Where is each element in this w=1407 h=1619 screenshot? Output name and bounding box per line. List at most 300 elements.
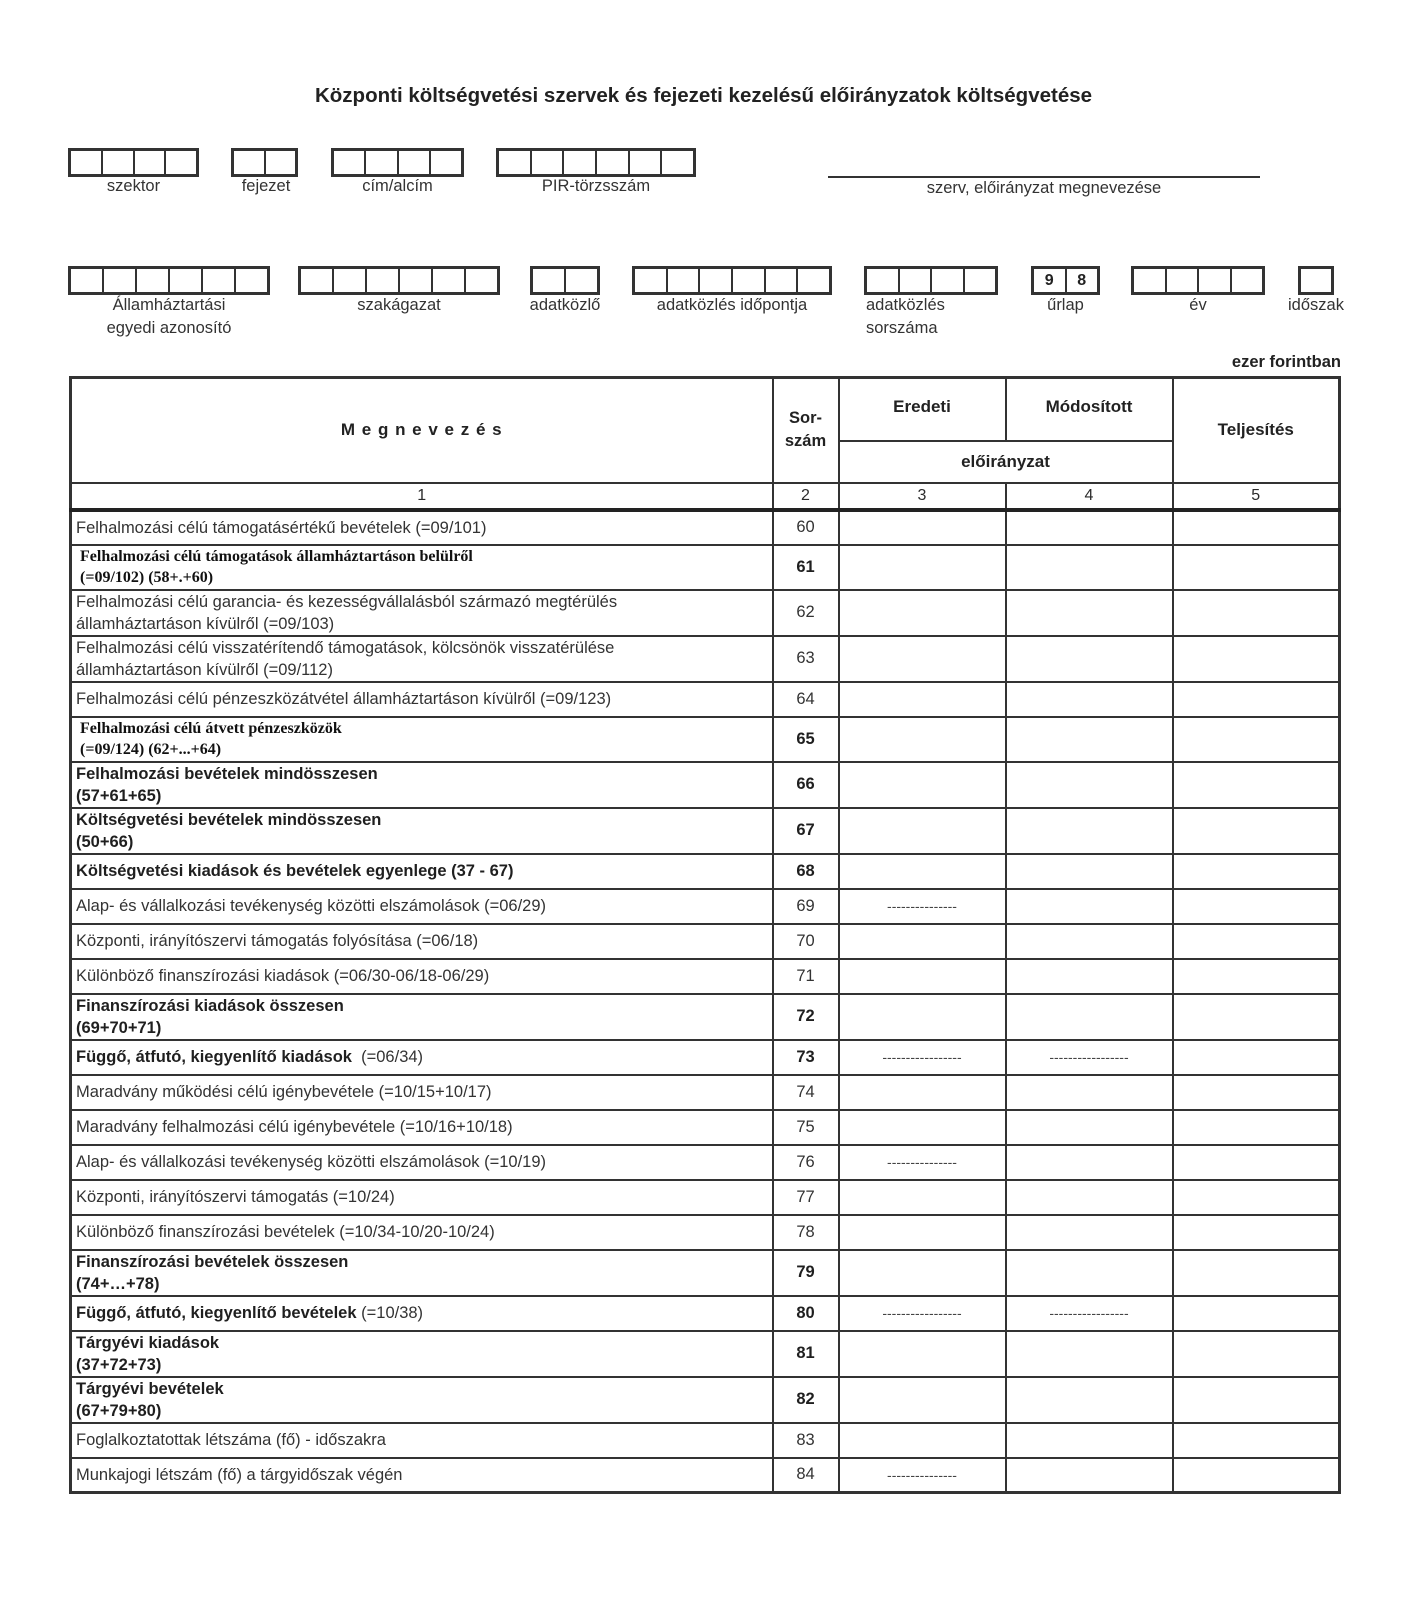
idoszak-boxes[interactable] bbox=[1298, 266, 1334, 295]
row-name-line1 bbox=[76, 1046, 772, 1068]
box-cell[interactable] bbox=[499, 151, 532, 174]
row-name-line1 bbox=[76, 688, 772, 710]
box-cell[interactable] bbox=[103, 151, 135, 174]
row-number: 75 bbox=[773, 1110, 839, 1145]
row-number: 61 bbox=[773, 545, 839, 590]
teljesites-cell[interactable] bbox=[1173, 1145, 1340, 1180]
table-row bbox=[71, 1110, 1340, 1145]
table-row bbox=[71, 1296, 1340, 1331]
row-name-text: Felhalmozási célú támogatások államháztartáson belülről bbox=[80, 548, 473, 565]
row-name-line1 bbox=[76, 1464, 772, 1486]
row-name-line2: (74+…+78) bbox=[76, 1274, 160, 1293]
sorszam-label-line2: sorszáma bbox=[866, 319, 938, 337]
header-sorszam-line1: Sor- bbox=[789, 409, 822, 428]
box-cell[interactable] bbox=[466, 269, 497, 292]
cim-label: cím/alcím bbox=[362, 177, 433, 195]
row-number: 70 bbox=[773, 924, 839, 959]
header-sorszam-line2: szám bbox=[784, 432, 827, 451]
modositott-cell[interactable] bbox=[1006, 762, 1173, 808]
box-cell[interactable] bbox=[71, 269, 104, 292]
row-name bbox=[71, 510, 773, 545]
teljesites-cell[interactable] bbox=[1173, 994, 1340, 1040]
row-name bbox=[71, 762, 773, 808]
box-cell[interactable] bbox=[266, 151, 296, 174]
eredeti-cell[interactable] bbox=[839, 510, 1006, 545]
box-cell[interactable] bbox=[400, 269, 433, 292]
eredeti-cell[interactable] bbox=[839, 762, 1006, 808]
box-cell[interactable] bbox=[135, 151, 167, 174]
row-number: 77 bbox=[773, 1180, 839, 1215]
box-cell[interactable] bbox=[566, 269, 597, 292]
row-name-text: Tárgyévi bevételek bbox=[76, 1379, 224, 1398]
modositott-cell[interactable] bbox=[1006, 1075, 1173, 1110]
row-name-text: Központi, irányítószervi támogatás folyósítása (=06/18) bbox=[76, 932, 479, 950]
row-name-line2: államháztartáson kívülről (=09/112) bbox=[76, 660, 333, 679]
modositott-cell[interactable] bbox=[1006, 1250, 1173, 1296]
row-name bbox=[71, 545, 773, 590]
row-name-line2: (=09/102) (58+.+60) bbox=[80, 569, 214, 586]
row-name-line1 bbox=[76, 1116, 772, 1138]
box-cell[interactable] bbox=[431, 151, 461, 174]
row-name-line1 bbox=[76, 995, 772, 1017]
col-number: 2 bbox=[773, 483, 839, 510]
row-name bbox=[71, 590, 773, 636]
idopont-boxes[interactable] bbox=[632, 266, 832, 295]
box-cell[interactable] bbox=[1199, 269, 1232, 292]
header-eloiranyzat: előirányzat bbox=[839, 441, 1173, 483]
row-name-text: Felhalmozási célú garancia- és kezességvállalásból származó megtérülés bbox=[76, 592, 618, 611]
eredeti-cell[interactable] bbox=[839, 808, 1006, 854]
box-cell[interactable] bbox=[662, 151, 693, 174]
eredeti-cell[interactable] bbox=[839, 1180, 1006, 1215]
modositott-cell[interactable]: ----------------- bbox=[1006, 1296, 1173, 1331]
eredeti-cell[interactable] bbox=[839, 1423, 1006, 1458]
box-cell[interactable] bbox=[533, 269, 566, 292]
box-cell[interactable] bbox=[1167, 269, 1200, 292]
teljesites-cell[interactable] bbox=[1173, 1458, 1340, 1493]
row-number: 79 bbox=[773, 1250, 839, 1296]
row-name-line1 bbox=[80, 718, 772, 739]
row-name bbox=[71, 682, 773, 717]
header-megnevezes: M e g n e v e z é s bbox=[71, 378, 773, 483]
row-name-text: Függő, átfutó, kiegyenlítő kiadások bbox=[76, 1048, 352, 1066]
eredeti-cell[interactable] bbox=[839, 994, 1006, 1040]
box-cell[interactable] bbox=[203, 269, 236, 292]
teljesites-cell[interactable] bbox=[1173, 682, 1340, 717]
teljesites-cell[interactable] bbox=[1173, 1250, 1340, 1296]
header-sorszam bbox=[773, 378, 839, 483]
table-row bbox=[71, 590, 1340, 636]
row-number: 78 bbox=[773, 1215, 839, 1250]
table-row bbox=[71, 1458, 1340, 1493]
table-row bbox=[71, 1075, 1340, 1110]
szakagazat-label: szakágazat bbox=[357, 296, 441, 314]
box-cell[interactable] bbox=[630, 151, 663, 174]
eredeti-cell[interactable]: ----------------- bbox=[839, 1296, 1006, 1331]
table-row bbox=[71, 1040, 1340, 1075]
row-number: 72 bbox=[773, 994, 839, 1040]
row-number: 73 bbox=[773, 1040, 839, 1075]
teljesites-cell[interactable] bbox=[1173, 1296, 1340, 1331]
idoszak-label: időszak bbox=[1288, 296, 1344, 314]
row-name-line1 bbox=[76, 591, 772, 613]
modositott-cell[interactable] bbox=[1006, 1180, 1173, 1215]
teljesites-cell[interactable] bbox=[1173, 1215, 1340, 1250]
teljesites-cell[interactable] bbox=[1173, 590, 1340, 636]
header-eredeti: Eredeti bbox=[839, 378, 1006, 441]
teljesites-cell[interactable] bbox=[1173, 1180, 1340, 1215]
row-name bbox=[71, 717, 773, 762]
row-number: 84 bbox=[773, 1458, 839, 1493]
row-name-text: Központi, irányítószervi támogatás (=10/24) bbox=[76, 1188, 395, 1206]
modositott-cell[interactable] bbox=[1006, 590, 1173, 636]
row-name-line1 bbox=[76, 809, 772, 831]
adatkozlo-label: adatközlő bbox=[529, 296, 601, 314]
row-name-text: Finanszírozási bevételek összesen bbox=[76, 1252, 349, 1271]
row-name-line2: (69+70+71) bbox=[76, 1018, 162, 1037]
row-number: 83 bbox=[773, 1423, 839, 1458]
row-name bbox=[71, 854, 773, 889]
row-name-line1 bbox=[76, 1151, 772, 1173]
teljesites-cell[interactable] bbox=[1173, 1423, 1340, 1458]
modositott-cell[interactable] bbox=[1006, 994, 1173, 1040]
header-modositott: Módosított bbox=[1006, 378, 1173, 441]
table-row bbox=[71, 854, 1340, 889]
row-number: 80 bbox=[773, 1296, 839, 1331]
modositott-cell[interactable] bbox=[1006, 889, 1173, 924]
teljesites-cell[interactable] bbox=[1173, 510, 1340, 545]
row-name-line1 bbox=[76, 895, 772, 917]
row-number: 76 bbox=[773, 1145, 839, 1180]
modositott-cell[interactable]: ----------------- bbox=[1006, 1040, 1173, 1075]
row-name bbox=[71, 1110, 773, 1145]
sorszam-label bbox=[866, 294, 945, 340]
row-number: 62 bbox=[773, 590, 839, 636]
box-cell[interactable] bbox=[367, 269, 400, 292]
teljesites-cell[interactable] bbox=[1173, 924, 1340, 959]
row-name bbox=[71, 1296, 773, 1331]
modositott-cell[interactable] bbox=[1006, 510, 1173, 545]
table-row bbox=[71, 808, 1340, 854]
ev-label: év bbox=[1189, 296, 1207, 314]
row-number: 60 bbox=[773, 510, 839, 545]
row-number: 66 bbox=[773, 762, 839, 808]
row-name-line1 bbox=[76, 1186, 772, 1208]
col-number: 1 bbox=[71, 483, 773, 510]
box-cell[interactable] bbox=[1134, 269, 1167, 292]
modositott-cell[interactable] bbox=[1006, 1215, 1173, 1250]
urlap-boxes bbox=[1031, 266, 1100, 295]
box-cell[interactable] bbox=[366, 151, 398, 174]
row-name-text: Különböző finanszírozási bevételek (=10/34-10/20-10/24) bbox=[76, 1223, 495, 1241]
pir-boxes[interactable] bbox=[496, 148, 696, 177]
modositott-cell[interactable] bbox=[1006, 682, 1173, 717]
col-number: 3 bbox=[839, 483, 1006, 510]
row-name-text: Felhalmozási célú átvett pénzeszközök bbox=[80, 720, 342, 737]
row-name bbox=[71, 1423, 773, 1458]
teljesites-cell[interactable] bbox=[1173, 1377, 1340, 1423]
ev-boxes[interactable] bbox=[1131, 266, 1265, 295]
row-name-line2: (67+79+80) bbox=[76, 1401, 162, 1420]
modositott-cell[interactable] bbox=[1006, 717, 1173, 762]
eredeti-cell[interactable]: --------------- bbox=[839, 889, 1006, 924]
modositott-cell[interactable] bbox=[1006, 1145, 1173, 1180]
box-cell[interactable] bbox=[1301, 269, 1331, 292]
modositott-cell[interactable] bbox=[1006, 545, 1173, 590]
teljesites-cell[interactable] bbox=[1173, 1040, 1340, 1075]
table-row bbox=[71, 682, 1340, 717]
idopont-label: adatközlés időpontja bbox=[656, 296, 808, 314]
sorszam-label-line1: adatközlés bbox=[866, 296, 945, 314]
table-row bbox=[71, 545, 1340, 590]
table-row bbox=[71, 510, 1340, 545]
row-name-text: Tárgyévi kiadások bbox=[76, 1333, 220, 1352]
row-name-text: Felhalmozási bevételek mindösszesen bbox=[76, 764, 378, 783]
box-cell[interactable] bbox=[965, 269, 996, 292]
row-name-line1 bbox=[76, 637, 772, 659]
table-row bbox=[71, 959, 1340, 994]
row-name-line1 bbox=[76, 517, 772, 539]
szektor-label: szektor bbox=[106, 177, 161, 195]
row-name-ref: (=06/34) bbox=[351, 1048, 424, 1066]
box-cell[interactable] bbox=[334, 269, 367, 292]
box-cell[interactable] bbox=[399, 151, 431, 174]
teljesites-cell[interactable] bbox=[1173, 1110, 1340, 1145]
row-number: 68 bbox=[773, 854, 839, 889]
table-row bbox=[71, 1145, 1340, 1180]
row-name-text: Költségvetési bevételek mindösszesen bbox=[76, 810, 382, 829]
row-name bbox=[71, 1458, 773, 1493]
adatkozlo-boxes[interactable] bbox=[530, 266, 600, 295]
modositott-cell[interactable] bbox=[1006, 1423, 1173, 1458]
teljesites-cell[interactable] bbox=[1173, 717, 1340, 762]
row-name bbox=[71, 924, 773, 959]
teljesites-cell[interactable] bbox=[1173, 545, 1340, 590]
eredeti-cell[interactable] bbox=[839, 1075, 1006, 1110]
table-row bbox=[71, 636, 1340, 682]
eredeti-cell[interactable] bbox=[839, 959, 1006, 994]
box-cell[interactable] bbox=[104, 269, 137, 292]
row-name-text: Különböző finanszírozási kiadások (=06/30-06/18-06/29) bbox=[76, 967, 490, 985]
table-row bbox=[71, 924, 1340, 959]
eredeti-cell[interactable]: --------------- bbox=[839, 1145, 1006, 1180]
teljesites-cell[interactable] bbox=[1173, 762, 1340, 808]
row-name-text: Felhalmozási célú visszatérítendő támogatások, kölcsönök visszatérülése bbox=[76, 638, 615, 657]
aht-label bbox=[68, 294, 270, 340]
teljesites-cell[interactable] bbox=[1173, 636, 1340, 682]
table-row bbox=[71, 994, 1340, 1040]
box-cell[interactable] bbox=[236, 269, 267, 292]
szakagazat-boxes[interactable] bbox=[298, 266, 500, 295]
row-name-line2: államháztartáson kívülről (=09/103) bbox=[76, 614, 335, 633]
eredeti-cell[interactable] bbox=[839, 590, 1006, 636]
row-name bbox=[71, 1250, 773, 1296]
row-name-text: Alap- és vállalkozási tevékenység közötti elszámolások (=06/29) bbox=[76, 897, 547, 915]
aht-label-line2: egyedi azonosító bbox=[106, 319, 232, 337]
eredeti-cell[interactable] bbox=[839, 1331, 1006, 1377]
box-cell[interactable] bbox=[170, 269, 203, 292]
eredeti-cell[interactable] bbox=[839, 1377, 1006, 1423]
modositott-cell[interactable] bbox=[1006, 1377, 1173, 1423]
box-cell[interactable] bbox=[166, 151, 196, 174]
eredeti-cell[interactable] bbox=[839, 1110, 1006, 1145]
box-cell[interactable] bbox=[900, 269, 933, 292]
row-name-line1 bbox=[76, 1221, 772, 1243]
cim-boxes[interactable] bbox=[331, 148, 464, 177]
row-name-line1 bbox=[76, 1429, 772, 1451]
row-name bbox=[71, 1075, 773, 1110]
table-row bbox=[71, 717, 1340, 762]
row-name bbox=[71, 959, 773, 994]
row-name-text: Függő, átfutó, kiegyenlítő bevételek bbox=[76, 1304, 357, 1322]
row-name-text: Maradvány működési célú igénybevétele (=10/15+10/17) bbox=[76, 1083, 492, 1101]
modositott-cell[interactable] bbox=[1006, 808, 1173, 854]
col-number: 4 bbox=[1006, 483, 1173, 510]
row-number: 65 bbox=[773, 717, 839, 762]
form-title: Központi költségvetési szervek és fejezeti kezelésű előirányzatok költségvetése bbox=[314, 84, 1093, 107]
col-number: 5 bbox=[1173, 483, 1340, 510]
fejezet-label: fejezet bbox=[241, 177, 291, 195]
row-name-line1 bbox=[76, 1081, 772, 1103]
eredeti-cell[interactable]: --------------- bbox=[839, 1458, 1006, 1493]
teljesites-cell[interactable] bbox=[1173, 959, 1340, 994]
row-name-line1 bbox=[76, 1302, 772, 1324]
table-row bbox=[71, 1215, 1340, 1250]
row-number: 67 bbox=[773, 808, 839, 854]
row-name-line1 bbox=[76, 1251, 772, 1273]
column-number-row bbox=[71, 483, 1340, 510]
budget-table bbox=[69, 376, 1341, 1494]
row-name-line1 bbox=[76, 763, 772, 785]
table-row bbox=[71, 1331, 1340, 1377]
box-cell[interactable] bbox=[1232, 269, 1263, 292]
row-name-text: Alap- és vállalkozási tevékenység közötti elszámolások (=10/19) bbox=[76, 1153, 547, 1171]
box-cell[interactable] bbox=[532, 151, 565, 174]
row-name-line2: (50+66) bbox=[76, 832, 134, 851]
box-cell[interactable] bbox=[798, 269, 829, 292]
row-name-text: Finanszírozási kiadások összesen bbox=[76, 996, 344, 1015]
teljesites-cell[interactable] bbox=[1173, 854, 1340, 889]
modositott-cell[interactable] bbox=[1006, 1331, 1173, 1377]
modositott-cell[interactable] bbox=[1006, 636, 1173, 682]
row-name-line1 bbox=[76, 965, 772, 987]
row-name-line2: (37+72+73) bbox=[76, 1355, 162, 1374]
box-cell[interactable] bbox=[137, 269, 170, 292]
teljesites-cell[interactable] bbox=[1173, 808, 1340, 854]
box-cell[interactable] bbox=[867, 269, 900, 292]
aht-boxes[interactable] bbox=[68, 266, 270, 295]
table-row bbox=[71, 762, 1340, 808]
box-cell[interactable] bbox=[597, 151, 630, 174]
modositott-cell[interactable] bbox=[1006, 924, 1173, 959]
box-cell[interactable] bbox=[234, 151, 266, 174]
table-row bbox=[71, 889, 1340, 924]
row-name-line2: (=09/124) (62+...+64) bbox=[80, 741, 222, 758]
row-name-text: Munkajogi létszám (fő) a tárgyidőszak végén bbox=[76, 1465, 403, 1484]
eredeti-cell[interactable] bbox=[839, 1215, 1006, 1250]
box-cell[interactable] bbox=[733, 269, 766, 292]
box-cell[interactable] bbox=[564, 151, 597, 174]
modositott-cell[interactable] bbox=[1006, 854, 1173, 889]
row-number: 63 bbox=[773, 636, 839, 682]
row-name-line1 bbox=[76, 930, 772, 952]
szerv-label: szerv, előirányzat megnevezése bbox=[926, 179, 1162, 197]
eredeti-cell[interactable] bbox=[839, 717, 1006, 762]
box-cell[interactable] bbox=[635, 269, 668, 292]
eredeti-cell[interactable] bbox=[839, 1250, 1006, 1296]
eredeti-cell[interactable] bbox=[839, 924, 1006, 959]
eredeti-cell[interactable] bbox=[839, 854, 1006, 889]
row-name-line1 bbox=[76, 1378, 772, 1400]
row-name bbox=[71, 1040, 773, 1075]
box-cell[interactable] bbox=[71, 151, 103, 174]
row-number: 82 bbox=[773, 1377, 839, 1423]
row-name bbox=[71, 1215, 773, 1250]
table-row bbox=[71, 1250, 1340, 1296]
row-name bbox=[71, 808, 773, 854]
row-number: 81 bbox=[773, 1331, 839, 1377]
eredeti-cell[interactable]: ----------------- bbox=[839, 1040, 1006, 1075]
teljesites-cell[interactable] bbox=[1173, 889, 1340, 924]
row-number: 69 bbox=[773, 889, 839, 924]
aht-label-line1: Államháztartási bbox=[112, 296, 226, 314]
row-name-text: Foglalkoztatottak létszáma (fő) - időszakra bbox=[76, 1431, 386, 1449]
table-row bbox=[71, 1377, 1340, 1423]
eredeti-cell[interactable] bbox=[839, 682, 1006, 717]
teljesites-cell[interactable] bbox=[1173, 1075, 1340, 1110]
box-cell[interactable] bbox=[766, 269, 799, 292]
box-cell[interactable] bbox=[301, 269, 334, 292]
row-name-text: Felhalmozási célú támogatásértékű bevételek (=09/101) bbox=[76, 518, 487, 537]
box-cell[interactable] bbox=[700, 269, 733, 292]
urlap-digit: 8 bbox=[1077, 272, 1087, 289]
row-number: 71 bbox=[773, 959, 839, 994]
box-cell[interactable] bbox=[668, 269, 701, 292]
row-name-text: Maradvány felhalmozási célú igénybevétele (=10/16+10/18) bbox=[76, 1118, 513, 1136]
modositott-cell[interactable] bbox=[1006, 959, 1173, 994]
sorszam-boxes[interactable] bbox=[864, 266, 998, 295]
box-cell[interactable] bbox=[334, 151, 366, 174]
row-name-ref: (=10/38) bbox=[356, 1304, 424, 1322]
row-number: 74 bbox=[773, 1075, 839, 1110]
row-name-text: Felhalmozási célú pénzeszközátvétel államháztartáson kívülről (=09/123) bbox=[76, 690, 612, 708]
box-cell[interactable] bbox=[433, 269, 466, 292]
row-name bbox=[71, 1145, 773, 1180]
table-row bbox=[71, 1423, 1340, 1458]
row-name bbox=[71, 636, 773, 682]
fejezet-boxes[interactable] bbox=[231, 148, 298, 177]
row-name-line1 bbox=[76, 1332, 772, 1354]
eredeti-cell[interactable] bbox=[839, 545, 1006, 590]
row-name bbox=[71, 994, 773, 1040]
unit-label: ezer forintban bbox=[1231, 353, 1341, 371]
eredeti-cell[interactable] bbox=[839, 636, 1006, 682]
row-name bbox=[71, 1331, 773, 1377]
teljesites-cell[interactable] bbox=[1173, 1331, 1340, 1377]
row-number: 64 bbox=[773, 682, 839, 717]
szektor-boxes[interactable] bbox=[68, 148, 199, 177]
urlap-label: űrlap bbox=[1047, 296, 1084, 314]
modositott-cell[interactable] bbox=[1006, 1458, 1173, 1493]
row-name-line1 bbox=[80, 546, 772, 567]
row-name bbox=[71, 889, 773, 924]
row-name bbox=[71, 1180, 773, 1215]
row-name-line2: (57+61+65) bbox=[76, 786, 162, 805]
row-name bbox=[71, 1377, 773, 1423]
modositott-cell[interactable] bbox=[1006, 1110, 1173, 1145]
row-name-text: Költségvetési kiadások és bevételek egyenlege (37 - 67) bbox=[76, 862, 514, 880]
box-cell[interactable] bbox=[932, 269, 965, 292]
